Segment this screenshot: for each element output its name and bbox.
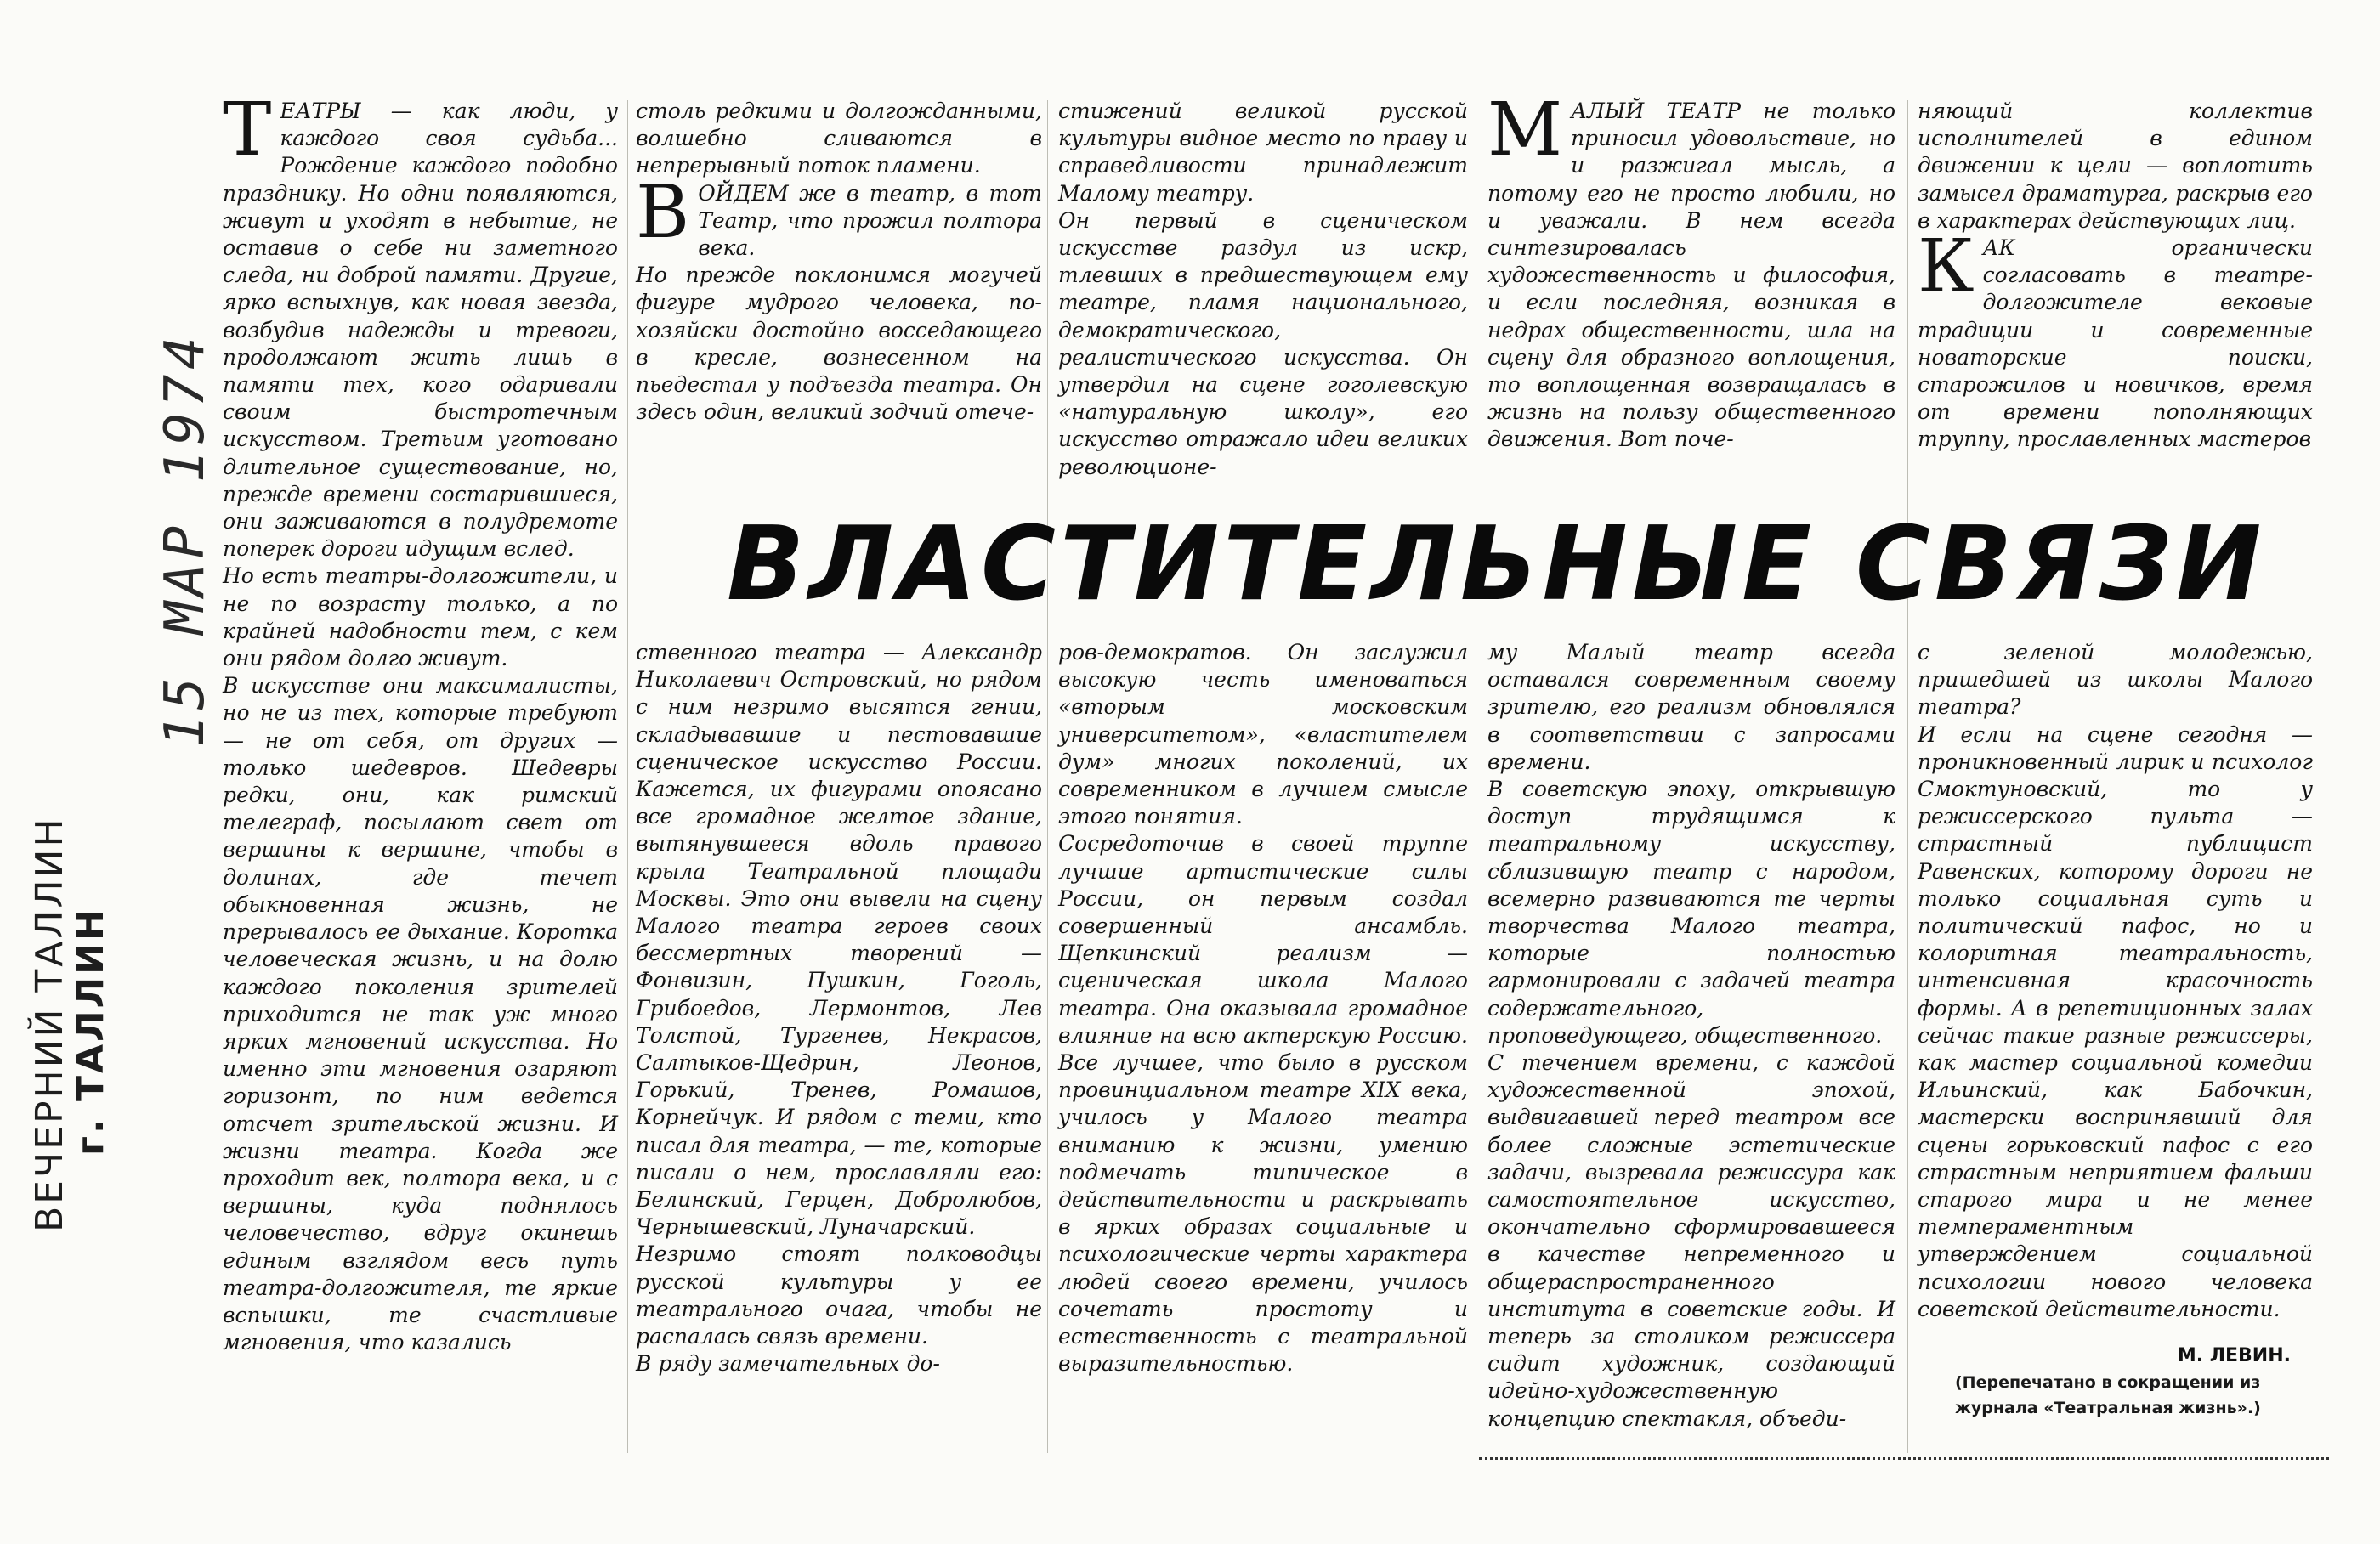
drop-cap: К: [1918, 224, 1975, 310]
drop-cap: В: [636, 169, 690, 255]
column-text: ОЙДЕМ же в театр, в тот Театр, что прожил полтора века. Но прежде поклонимся могучей фигуре мудрого человека, по-хозяйски достойно восседающего в кресле, вознесенном на пьедестал у подъезда театра. Он здесь один, великий зодчий отече-: [636, 180, 1042, 425]
stamp-newspaper-name: ВЕЧЕРНИЙ ТАЛЛИН: [28, 816, 71, 1232]
stamp-date: 15 МАР 1974: [154, 331, 217, 748]
column-text: столь редкими и долгожданными, волшебно сливаются в непрерывный поток пламени.: [636, 99, 1042, 178]
drop-cap: Т: [223, 88, 272, 172]
column-text: АК органически согласовать в театре-долгожителе вековые традиции и современные новаторские поиски, старожилов и новичков, время от времени пополняющих труппу, прославленных мастеров: [1918, 235, 2313, 452]
column-text: ров-демократов. Он заслужил высокую честь именоваться «вторым московским университетом», «властителем дум» многих поколений, их современником в лучшем смысле этого понятия. Сосредоточив в своей труппе лучшие артистические силы России, он первым создал совершенный ансамбль. Щепкинский реализм — сценическая школа Малого театра. Она оказывала громадное влияние на всю актерскую Россию. Все лучшее, что было в русском провинциальном театре XIX века, училось у Малого театра вниманию к жизни, умению подмечать типическое в действительности и раскрывать в ярких образах социальные и психологические черты характера людей своего времени, училось сочетать простоту и естественность с театральной выразительностью.: [1058, 640, 1468, 1377]
article-column-2-top: [636, 98, 1042, 480]
article-column-3-bottom: [1058, 639, 1468, 1455]
article-column-4-bottom: [1488, 639, 1896, 1455]
author-signature: М. ЛЕВИН.: [2177, 1345, 2291, 1366]
column-divider: [1907, 100, 1908, 1453]
column-text: с зеленой молодежью, пришедшей из школы Малого театра? И если на сцене сегодня — проникновенный лирик и психолог Смоктуновский, то у режиссерского пульта — страстный публицист Равенских, которому дороги не только социальная суть и политический пафос, но и колоритная театральность, интенсивная красочность формы. А в репетиционных залах сейчас такие разные режиссеры, как мастер социальной комедии Ильинский, как Бабочкин, мастерски воспринявший для сцены горьковский пафос с его страстным неприятием фальши старого мира и не менее темпераментным утверждением социальной психологии нового человека советской действительности.: [1918, 640, 2313, 1321]
reprint-credit: (Перепечатано в сокращении из журнала «Театральная жизнь».): [1955, 1373, 2261, 1417]
column-divider: [627, 100, 628, 1453]
newspaper-stamp: [30, 382, 110, 1232]
column-divider: [1047, 100, 1048, 1453]
column-text: му Малый театр всегда оставался современным своему зрителю, его реализм обновлялся в соответствии с запросами времени. В советскую эпоху, открывшую доступ трудящимся к театральному искусству, сблизившую театр с народом, всемерно развиваются те черты творчества Малого театра, которые полностью гармонировали с задачей театра содержательного, проповедующего, общественного. С течением времени, с каждой художественной эпохой, выдвигавшей перед театром все более сложные эстетические задачи, вызревала режиссура как самостоятельное искусство, окончательно сформировавшееся в качестве непременного и общераспространенного института в советские годы. И теперь за столиком режиссера сидит художник, создающий идейно-художественную концепцию спектакля, объеди-: [1488, 640, 1896, 1431]
article-column-2-bottom: [636, 639, 1042, 1455]
article-column-4-top: [1488, 88, 1896, 480]
drop-cap: М: [1488, 88, 1563, 172]
column-text: ственного театра — Александр Николаевич Островский, но рядом с ним незримо высятся гении, складывавшие и пестовавшие сценическое искусство России. Кажется, их фигурами опоясано все громадное желтое здание, вытянувшееся вдоль правого крыла Театральной площади Москвы. Это они вывели на сцену Малого театра героев своих бессмертных творений — Фонвизин, Пушкин, Гоголь, Грибоедов, Лермонтов, Лев Толстой, Тургенев, Некрасов, Салтыков-Щедрин, Леонов, Горький, Тренев, Ромашов, Корнейчук. И рядом с теми, кто писал для театра, — те, которые писали о нем, прославляли его: Белинский, Герцен, Добролюбов, Чернышевский, Луначарский. Незримо стоят полководцы русской культуры у ее театрального очага, чтобы не распалась связь времени. В ряду замечательных до-: [636, 640, 1042, 1377]
stamp-city: г. ТАЛЛИН: [69, 907, 112, 1156]
headline: ВЛАСТИТЕЛЬНЫЕ СВЯЗИ: [727, 506, 2266, 624]
article-column-1: [223, 88, 618, 1453]
column-text: стижений великой русской культуры видное место по праву и справедливости принадлежит Малому театру. Он первый в сценическом искусстве раздул из искр, тлевших в предшествующем ему театре, пламя национального, демократического, реалистического искусства. Он утвердил на сцене гоголевскую «натуральную школу», его искусство отражало идеи великих революционе-: [1058, 99, 1468, 479]
article-column-5-top: [1918, 98, 2313, 484]
column-text: АЛЫЙ ТЕАТР не только приносил удовольствие, но и разжигал мысль, а потому его не просто любили, но и уважали. В нем всегда синтезировалась художественность и философия, и если последняя, возникая в недрах общественности, шла на сцену для образного воплощения, то воплощенная возвращалась в жизнь на пользу общественного движения. Вот поче-: [1488, 99, 1896, 452]
bottom-rule: [1479, 1457, 2329, 1462]
article-column-5-bottom: [1918, 639, 2313, 1336]
column-text: ЕАТРЫ — как люди, у каждого своя судьба... Рождение каждого подобно празднику. Но одни появляются, живут и уходят в небытие, не оставив о себе ни заметного следа, ни доброй памяти. Другие, ярко вспыхнув, как новая звезда, возбудив надежды и тревоги, продолжают жить лишь в памяти тех, кого одаривали своим быстротечным искусством. Третьим уготовано длительное существование, но, прежде времени состарившиеся, они заживаются в полудремоте поперек дороги идущим вслед. Но есть театры-долгожители, и не по возрасту только, а по крайней надобности тем, с кем они рядом долго живут. В искусстве они максималисты, но не из тех, которые требуют — не от себя, от других — только шедевров. Шедевры редки, они, как римский телеграф, посылают свет от вершины к вершине, чтобы в долинах, где течет обыкновенная жизнь, не прерывалось ее дыхание. Коротка человеческая жизнь, и на долю каждого поколения зрителей приходится не так уж много ярких мгновений искусства. Но именно эти мгновения озаряют горизонт, по ним ведется отсчет зрительской жизни. И жизни театра. Когда же проходит век, полтора века, и с вершины, куда поднялось человечество, вдруг окинешь единым взглядом весь путь театра-долгожителя, те яркие вспышки, те счастливые мгновения, что казались: [223, 99, 618, 1355]
column-text: няющий коллектив исполнителей в едином движении к цели — воплотить замысел драматурга, раскрыв его в характерах действующих лиц.: [1918, 99, 2313, 233]
article-column-3-top: [1058, 98, 1468, 480]
